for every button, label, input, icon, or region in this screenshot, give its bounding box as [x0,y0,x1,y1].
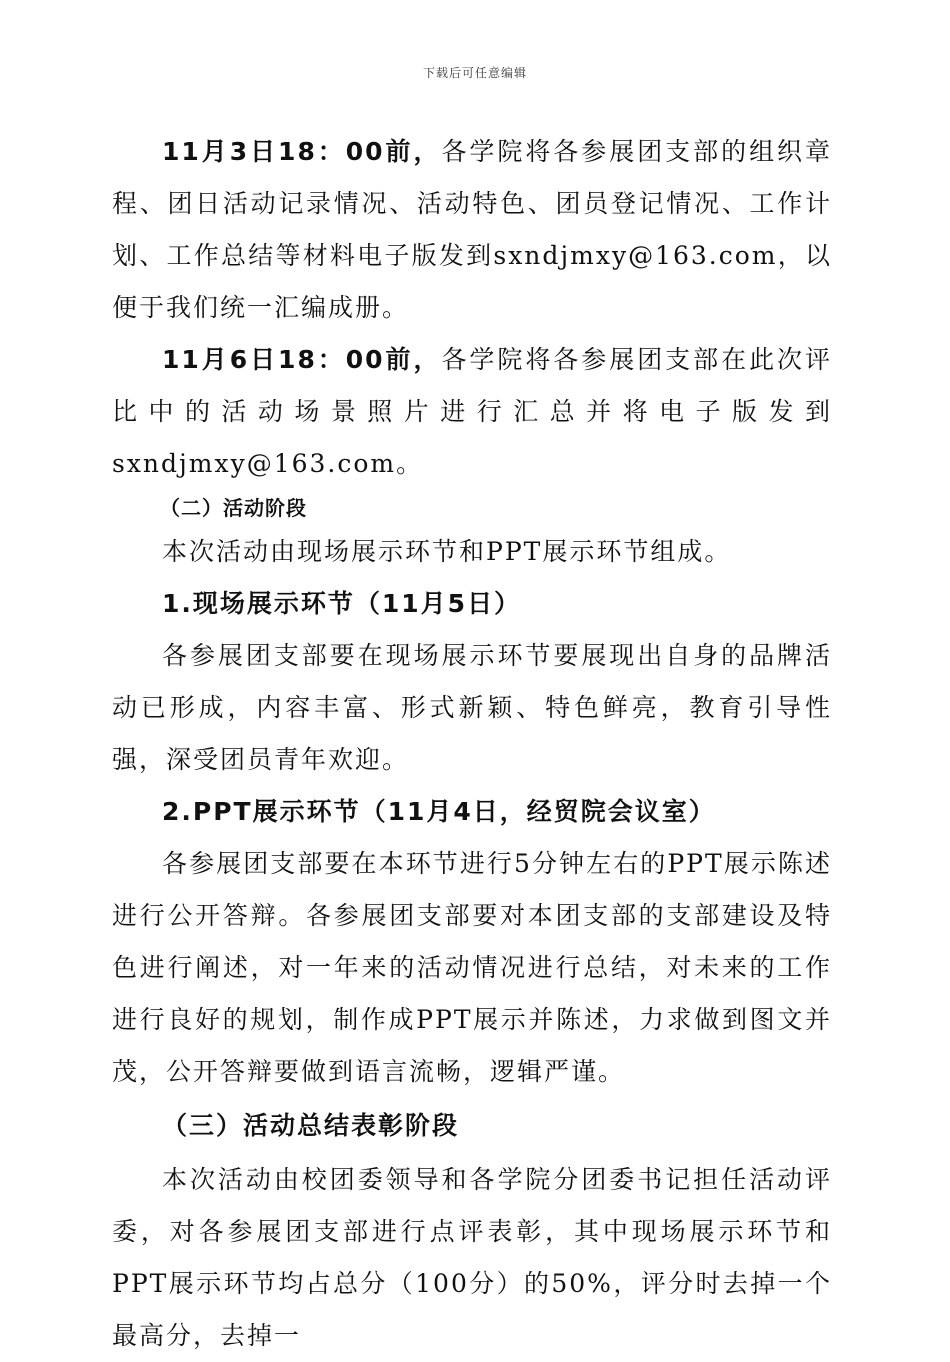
paragraph-deadline-materials-text: 各学院将各参展团支部的组织章程、团日活动记录情况、活动特色、团员登记情况、工作计划、工作总结等材料电子版发到sxndjmxy@163.com，以便于我们统一汇编成册。 [112,137,832,322]
heading-onsite-showcase: 1.现场展示环节（11月5日） [162,589,522,618]
heading-activity-stage: （二）活动阶段 [160,496,307,520]
deadline-nov6: 11月6日18：00前， [162,345,442,374]
paragraph-activity-intro: 本次活动由现场展示环节和PPT展示环节组成。 [162,537,732,566]
paragraph-onsite-showcase: 各参展团支部要在现场展示环节要展现出自身的品牌活动已形成，内容丰富、形式新颖、特色鲜亮，教育引导性强，深受团员青年欢迎。 [112,641,832,774]
deadline-nov3: 11月3日18：00前， [162,137,442,166]
page-header: 下载后可任意编辑 [422,66,527,80]
paragraph-deadline-photos [112,334,832,490]
heading-ppt-showcase: 2.PPT展示环节（11月4日，经贸院会议室） [162,797,716,826]
paragraph-deadline-photos-text: 各学院将各参展团支部在此次评比中的活动场景照片进行汇总并将电子版发到sxndjmxy@163.com。 [112,345,832,478]
heading-summary-stage: （三）活动总结表彰阶段 [162,1111,460,1140]
document-body [112,126,832,1362]
paragraph-summary-stage: 本次活动由校团委领导和各学院分团委书记担任活动评委，对各参展团支部进行点评表彰，其中现场展示环节和PPT展示环节均占总分（100分）的50%，评分时去掉一个最高分，去掉一 [112,1165,832,1350]
paragraph-ppt-showcase: 各参展团支部要在本环节进行5分钟左右的PPT展示陈述进行公开答辩。各参展团支部要对本团支部的支部建设及特色进行阐述，对一年来的活动情况进行总结，对未来的工作进行良好的规划，制作成PPT展示并陈述，力求做到图文并茂，公开答辩要做到语言流畅，逻辑严谨。 [112,849,832,1086]
paragraph-deadline-materials [112,126,832,334]
